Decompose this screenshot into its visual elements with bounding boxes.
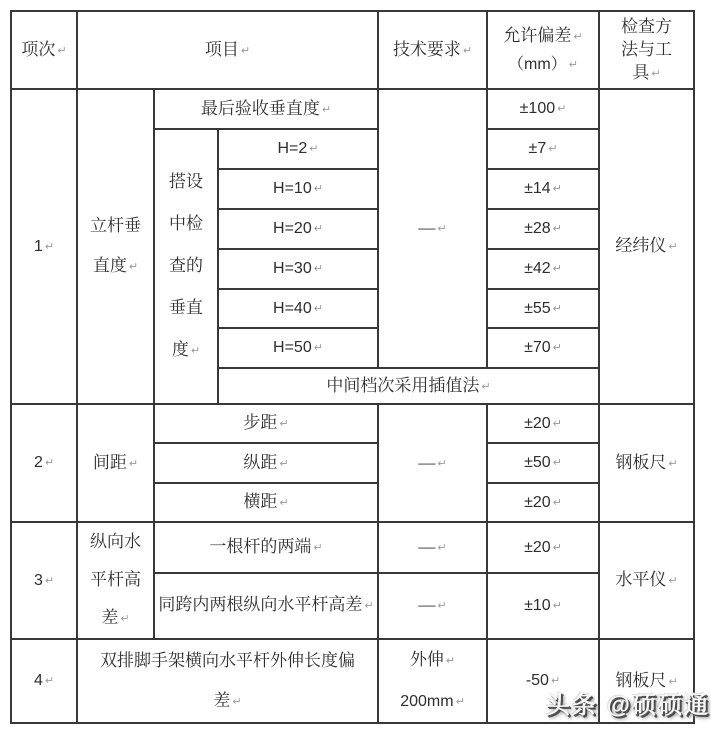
cell-step-distance: 步距 ↵ bbox=[154, 404, 378, 443]
cell-section4-tech-req: 外伸 ↵ 200mm ↵ bbox=[378, 639, 487, 723]
header-tolerance: 允许偏差 ↵ （mm） ↵ bbox=[487, 11, 599, 89]
paragraph-mark: ↵ bbox=[552, 416, 562, 430]
paragraph-mark: ↵ bbox=[313, 301, 323, 315]
paragraph-mark: ↵ bbox=[120, 612, 130, 625]
paragraph-mark: ↵ bbox=[321, 102, 332, 116]
paragraph-mark: ↵ bbox=[437, 456, 447, 470]
paragraph-mark: ↵ bbox=[552, 540, 562, 554]
paragraph-mark: ↵ bbox=[279, 417, 289, 431]
cell-section2-no: 2 ↵ bbox=[11, 404, 77, 522]
header-project: 项目 ↵ bbox=[77, 11, 378, 89]
cell-pole-ends-tolerance: ±20 ↵ bbox=[487, 522, 599, 573]
cell-section4-tolerance: -50 ↵ bbox=[487, 639, 599, 723]
paragraph-mark: ↵ bbox=[437, 599, 447, 613]
cell-h40: H=40 ↵ bbox=[218, 289, 378, 328]
cell-pole-ends: 一根杆的两端 ↵ bbox=[154, 522, 378, 573]
cell-h50: H=50 ↵ bbox=[218, 328, 378, 368]
paragraph-mark: ↵ bbox=[552, 341, 562, 355]
row-step-distance bbox=[11, 404, 694, 443]
paragraph-mark: ↵ bbox=[568, 58, 578, 71]
paragraph-mark: ↵ bbox=[313, 222, 323, 236]
paragraph-mark: ↵ bbox=[313, 182, 323, 196]
paragraph-mark: ↵ bbox=[190, 344, 201, 357]
paragraph-mark: ↵ bbox=[548, 142, 558, 156]
paragraph-mark: ↵ bbox=[437, 222, 447, 236]
cell-h10-tolerance: ±14 ↵ bbox=[487, 169, 599, 209]
paragraph-mark: ↵ bbox=[552, 495, 562, 509]
paragraph-mark: ↵ bbox=[668, 674, 678, 688]
cell-section2-item: 间距 ↵ bbox=[77, 404, 154, 522]
cell-section3-tool: 水平仪 ↵ bbox=[599, 522, 694, 639]
cell-section1-tech-req: — ↵ bbox=[378, 89, 487, 368]
cell-h2-tolerance: ±7 ↵ bbox=[487, 129, 599, 169]
row-pole-ends bbox=[11, 522, 694, 573]
cell-section1-item: 立杆垂直度 ↵ bbox=[77, 89, 154, 404]
cell-same-span-tech-req: — ↵ bbox=[378, 573, 487, 639]
paragraph-mark: ↵ bbox=[552, 182, 562, 196]
paragraph-mark: ↵ bbox=[128, 456, 139, 470]
cell-h50-tolerance: ±70 ↵ bbox=[487, 328, 599, 368]
cell-h10: H=10 ↵ bbox=[218, 169, 378, 209]
header-tech-req: 技术要求 ↵ bbox=[378, 11, 487, 89]
cell-h30: H=30 ↵ bbox=[218, 249, 378, 289]
paragraph-mark: ↵ bbox=[128, 260, 139, 273]
paragraph-mark: ↵ bbox=[573, 30, 583, 43]
paragraph-mark: ↵ bbox=[279, 496, 289, 510]
paragraph-mark: ↵ bbox=[552, 222, 562, 236]
paragraph-mark: ↵ bbox=[552, 262, 562, 276]
cell-h30-tolerance: ±42 ↵ bbox=[487, 249, 599, 289]
paragraph-mark: ↵ bbox=[57, 43, 67, 57]
paragraph-mark: ↵ bbox=[44, 456, 55, 470]
paragraph-mark: ↵ bbox=[313, 262, 323, 276]
cell-same-span-diff: 同跨内两根纵向水平杆高差 ↵ bbox=[154, 573, 378, 639]
cell-h40-tolerance: ±55 ↵ bbox=[487, 289, 599, 328]
paragraph-mark: ↵ bbox=[668, 456, 678, 470]
paragraph-mark: ↵ bbox=[552, 599, 562, 613]
cell-during-erection: 搭设中检查的垂直度 ↵ bbox=[154, 129, 218, 404]
paragraph-mark: ↵ bbox=[668, 574, 678, 588]
cell-same-span-tolerance: ±10 ↵ bbox=[487, 573, 599, 639]
paragraph-mark: ↵ bbox=[455, 695, 465, 708]
header-row bbox=[11, 11, 694, 89]
paragraph-mark: ↵ bbox=[313, 540, 323, 554]
paragraph-mark: ↵ bbox=[44, 674, 55, 688]
header-method-tool: 检查方法与工具 ↵ bbox=[599, 11, 694, 89]
paragraph-mark: ↵ bbox=[481, 379, 491, 393]
paragraph-mark: ↵ bbox=[240, 43, 251, 57]
cell-section3-no: 3 ↵ bbox=[11, 522, 77, 639]
cell-h2: H=2 ↵ bbox=[218, 129, 378, 169]
paragraph-mark: ↵ bbox=[279, 456, 289, 470]
cell-pole-ends-tech-req: — ↵ bbox=[378, 522, 487, 573]
paragraph-mark: ↵ bbox=[550, 674, 561, 688]
cell-transverse-distance: 横距 ↵ bbox=[154, 483, 378, 522]
paragraph-mark: ↵ bbox=[445, 654, 456, 667]
cell-section1-no: 1 ↵ bbox=[11, 89, 77, 404]
toutiao-watermark: 头条 @硕硕通 bbox=[545, 692, 710, 719]
cell-h20-tolerance: ±28 ↵ bbox=[487, 209, 599, 249]
paragraph-mark: ↵ bbox=[232, 694, 242, 708]
paragraph-mark: ↵ bbox=[552, 301, 562, 315]
paragraph-mark: ↵ bbox=[651, 67, 661, 80]
paragraph-mark: ↵ bbox=[437, 540, 447, 554]
paragraph-mark: ↵ bbox=[44, 573, 55, 587]
cell-section4-item: 双排脚手架横向水平杆外伸长度偏差 ↵ bbox=[77, 639, 378, 723]
paragraph-mark: ↵ bbox=[552, 456, 562, 470]
cell-h20: H=20 ↵ bbox=[218, 209, 378, 249]
paragraph-mark: ↵ bbox=[557, 102, 567, 116]
cell-longitudinal-tolerance: ±50 ↵ bbox=[487, 443, 599, 483]
paragraph-mark: ↵ bbox=[364, 599, 374, 613]
header-item-no: 项次 ↵ bbox=[11, 11, 77, 89]
scaffold-tolerance-table bbox=[10, 10, 695, 724]
cell-interpolation-note: 中间档次采用插值法 ↵ bbox=[218, 368, 599, 404]
cell-section3-item: 纵向水平杆高差 ↵ bbox=[77, 522, 154, 639]
paragraph-mark: ↵ bbox=[313, 341, 323, 355]
cell-section2-tool: 钢板尺 ↵ bbox=[599, 404, 694, 522]
row-final-acceptance bbox=[11, 89, 694, 129]
paragraph-mark: ↵ bbox=[668, 240, 678, 254]
paragraph-mark: ↵ bbox=[462, 43, 473, 57]
cell-section2-tech-req: — ↵ bbox=[378, 404, 487, 522]
cell-section4-no: 4 ↵ bbox=[11, 639, 77, 723]
cell-longitudinal-distance: 纵距 ↵ bbox=[154, 443, 378, 483]
paragraph-mark: ↵ bbox=[44, 239, 55, 253]
cell-transverse-tolerance: ±20 ↵ bbox=[487, 483, 599, 522]
cell-step-tolerance: ±20 ↵ bbox=[487, 404, 599, 443]
cell-final-tolerance: ±100 ↵ bbox=[487, 89, 599, 129]
paragraph-mark: ↵ bbox=[309, 142, 319, 156]
cell-final-acceptance: 最后验收垂直度 ↵ bbox=[154, 89, 378, 129]
cell-section4-tool: 钢板尺 ↵ bbox=[599, 639, 694, 723]
cell-section1-tool: 经纬仪 ↵ bbox=[599, 89, 694, 404]
